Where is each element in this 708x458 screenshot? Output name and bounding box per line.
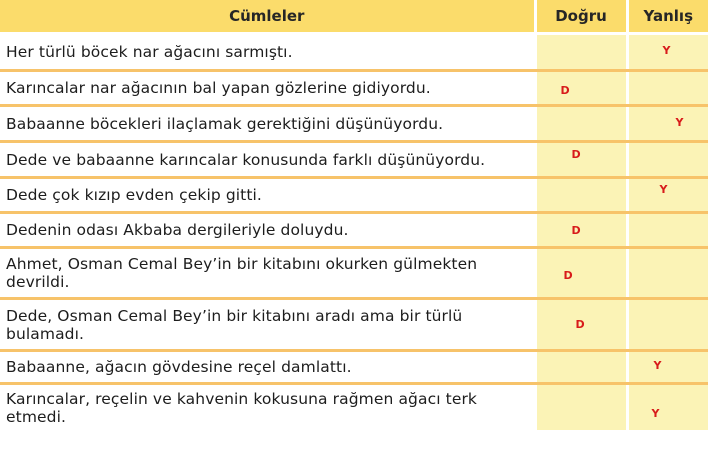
false-answer-cell[interactable] — [627, 142, 708, 178]
false-answer-cell[interactable] — [627, 299, 708, 351]
false-mark: Y — [659, 183, 668, 196]
false-mark: Y — [662, 44, 671, 57]
table-row — [0, 248, 708, 299]
false-answer-cell[interactable] — [627, 213, 708, 248]
true-mark: D — [563, 269, 573, 282]
sentence-text: Babaanne böcekleri ilaçlamak gerektiğini düşünüyordu. — [0, 106, 535, 142]
sentence-text: Dede çok kızıp evden çekip gitti. — [0, 178, 535, 213]
table-row — [0, 213, 708, 248]
table-row — [0, 351, 708, 384]
false-answer-cell[interactable] — [627, 351, 708, 384]
table-row — [0, 34, 708, 71]
table-row — [0, 384, 708, 431]
sentence-text: Her türlü böcek nar ağacını sarmıştı. — [0, 34, 535, 71]
true-answer-cell[interactable] — [535, 384, 627, 431]
table-row — [0, 106, 708, 142]
false-mark: Y — [651, 407, 660, 420]
table-row — [0, 71, 708, 106]
header-sentences: Cümleler — [0, 0, 535, 34]
false-answer-cell[interactable] — [627, 71, 708, 106]
false-mark: Y — [675, 116, 684, 129]
sentence-text: Ahmet, Osman Cemal Bey’in bir kitabını okurken gülmekten devrildi. — [0, 248, 535, 299]
header-true: Doğru — [535, 0, 627, 34]
false-answer-cell[interactable] — [627, 384, 708, 431]
false-answer-cell[interactable] — [627, 248, 708, 299]
true-mark: D — [575, 318, 585, 331]
true-answer-cell[interactable] — [535, 299, 627, 351]
table-header-row — [0, 0, 708, 34]
sentence-text: Dede, Osman Cemal Bey’in bir kitabını aradı ama bir türlü bulamadı. — [0, 299, 535, 351]
sentence-text: Babaanne, ağacın gövdesine reçel damlattı. — [0, 351, 535, 384]
sentence-text: Karıncalar nar ağacının bal yapan gözlerine gidiyordu. — [0, 71, 535, 106]
sentence-text: Dedenin odası Akbaba dergileriyle doluydu. — [0, 213, 535, 248]
true-mark: D — [571, 148, 581, 161]
true-mark: D — [571, 224, 581, 237]
false-mark: Y — [653, 359, 662, 372]
header-false: Yanlış — [627, 0, 708, 34]
true-answer-cell[interactable] — [535, 71, 627, 106]
true-answer-cell[interactable] — [535, 106, 627, 142]
true-answer-cell[interactable] — [535, 213, 627, 248]
table-row — [0, 178, 708, 213]
true-answer-cell[interactable] — [535, 34, 627, 71]
false-answer-cell[interactable] — [627, 178, 708, 213]
true-answer-cell[interactable] — [535, 351, 627, 384]
table-row — [0, 299, 708, 351]
true-answer-cell[interactable] — [535, 142, 627, 178]
true-mark: D — [560, 84, 570, 97]
sentence-text: Dede ve babaanne karıncalar konusunda farklı düşünüyordu. — [0, 142, 535, 178]
true-answer-cell[interactable] — [535, 248, 627, 299]
sentence-text: Karıncalar, reçelin ve kahvenin kokusuna rağmen ağacı terk etmedi. — [0, 384, 535, 431]
false-answer-cell[interactable] — [627, 106, 708, 142]
true-answer-cell[interactable] — [535, 178, 627, 213]
table-row — [0, 142, 708, 178]
false-answer-cell[interactable] — [627, 34, 708, 71]
